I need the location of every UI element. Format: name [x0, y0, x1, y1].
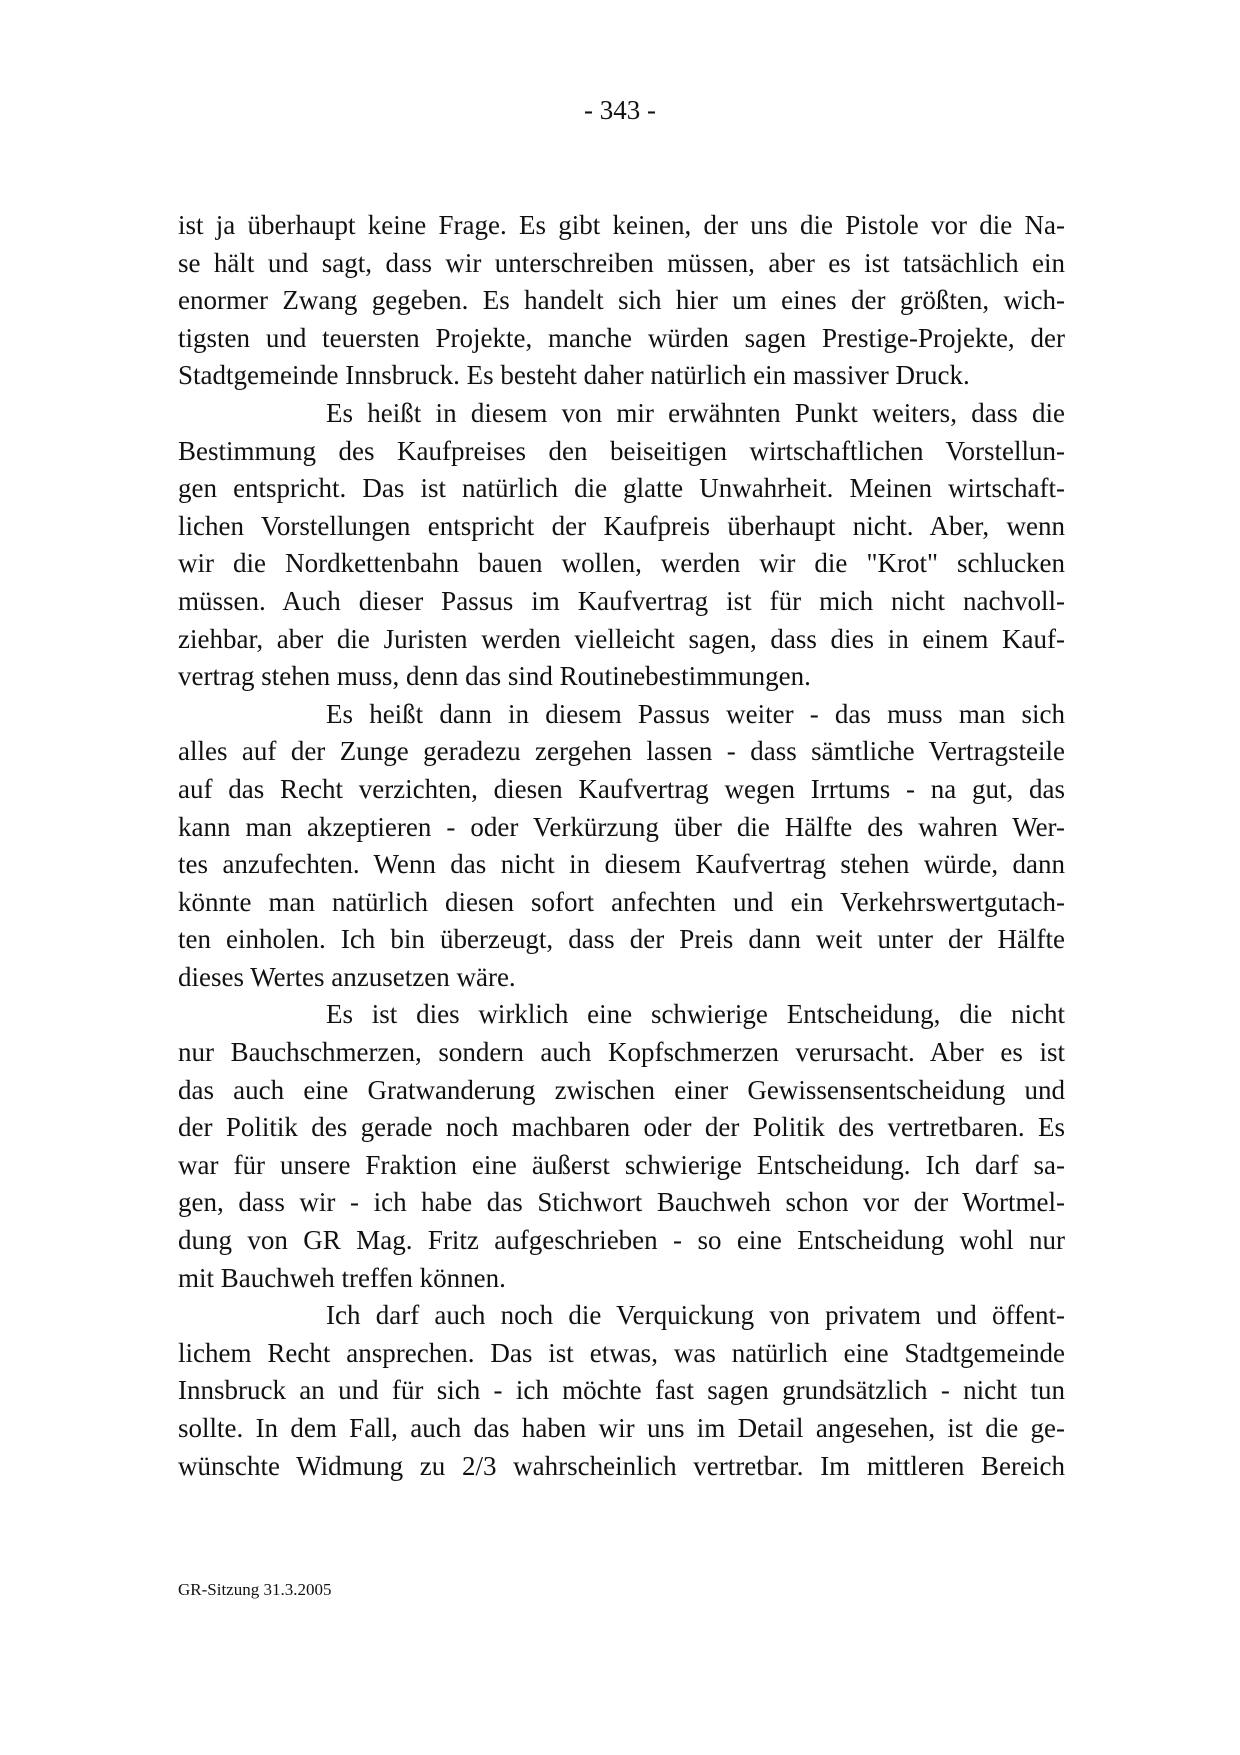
body-text [178, 207, 1065, 1485]
text-line: wir die Nordkettenbahn bauen wollen, werden wir die "Krot" schlucken [178, 548, 1065, 579]
text-line: enormer Zwang gegeben. Es handelt sich hier um eines der größten, wich- [178, 285, 1065, 316]
text-line: tigsten und teuersten Projekte, manche würden sagen Prestige-Projekte, der [178, 322, 1065, 353]
paragraph [178, 207, 1065, 395]
paragraph [178, 696, 1065, 997]
text-line: vertrag stehen muss, denn das sind Routinebestimmungen. [178, 661, 811, 692]
text-line: wünschte Widmung zu 2/3 wahrscheinlich vertretbar. Im mittleren Bereich [178, 1450, 1065, 1481]
text-line: Stadtgemeinde Innsbruck. Es besteht daher natürlich ein massiver Druck. [178, 360, 970, 391]
text-line: der Politik des gerade noch machbaren oder der Politik des vertretbaren. Es [178, 1112, 1065, 1143]
text-line: Es heißt in diesem von mir erwähnten Punkt weiters, dass die [326, 397, 1065, 428]
paragraph [178, 395, 1065, 696]
text-line: das auch eine Gratwanderung zwischen einer Gewissensentscheidung und [178, 1074, 1065, 1105]
text-line: auf das Recht verzichten, diesen Kaufvertrag wegen Irrtums - na gut, das [178, 773, 1065, 804]
paragraph [178, 996, 1065, 1297]
text-line: tes anzufechten. Wenn das nicht in diesem Kaufvertrag stehen würde, dann [178, 849, 1065, 880]
footer-session-date: GR-Sitzung 31.3.2005 [178, 1580, 332, 1599]
text-line: alles auf der Zunge geradezu zergehen lassen - dass sämtliche Vertragsteile [178, 736, 1065, 767]
text-line: nur Bauchschmerzen, sondern auch Kopfschmerzen verursacht. Aber es ist [178, 1037, 1065, 1068]
text-line: gen entspricht. Das ist natürlich die glatte Unwahrheit. Meinen wirtschaft- [178, 473, 1065, 504]
text-line: ziehbar, aber die Juristen werden vielleicht sagen, dass dies in einem Kauf- [178, 623, 1065, 654]
text-line: ten einholen. Ich bin überzeugt, dass der Preis dann weit unter der Hälfte [178, 924, 1065, 955]
text-line: kann man akzeptieren - oder Verkürzung über die Hälfte des wahren Wer- [178, 811, 1065, 842]
text-line: Es ist dies wirklich eine schwierige Entscheidung, die nicht [326, 999, 1065, 1030]
text-line: Ich darf auch noch die Verquickung von privatem und öffent- [326, 1300, 1065, 1331]
paragraph [178, 1297, 1065, 1485]
text-line: könnte man natürlich diesen sofort anfechten und ein Verkehrswertgutach- [178, 886, 1065, 917]
text-line: dieses Wertes anzusetzen wäre. [178, 961, 516, 992]
text-line: dung von GR Mag. Fritz aufgeschrieben - so eine Entscheidung wohl nur [178, 1225, 1065, 1256]
text-line: lichem Recht ansprechen. Das ist etwas, was natürlich eine Stadtgemeinde [178, 1337, 1065, 1368]
text-line: gen, dass wir - ich habe das Stichwort Bauchweh schon vor der Wortmel- [178, 1187, 1065, 1218]
text-line: se hält und sagt, dass wir unterschreiben müssen, aber es ist tatsächlich ein [178, 247, 1065, 278]
text-line: Bestimmung des Kaufpreises den beiseitigen wirtschaftlichen Vorstellun- [178, 435, 1065, 466]
text-line: mit Bauchweh treffen können. [178, 1262, 506, 1293]
text-line: lichen Vorstellungen entspricht der Kaufpreis überhaupt nicht. Aber, wenn [178, 510, 1065, 541]
text-line: Innsbruck an und für sich - ich möchte fast sagen grundsätzlich - nicht tun [178, 1375, 1065, 1406]
text-line: ist ja überhaupt keine Frage. Es gibt keinen, der uns die Pistole vor die Na- [178, 210, 1065, 240]
page-number: - 343 - [584, 95, 656, 125]
text-line: war für unsere Fraktion eine äußerst schwierige Entscheidung. Ich darf sa- [178, 1149, 1065, 1180]
text-line: Es heißt dann in diesem Passus weiter - das muss man sich [326, 698, 1065, 729]
text-line: sollte. In dem Fall, auch das haben wir uns im Detail angesehen, ist die ge- [178, 1413, 1065, 1443]
text-line: müssen. Auch dieser Passus im Kaufvertrag ist für mich nicht nachvoll- [178, 585, 1065, 616]
